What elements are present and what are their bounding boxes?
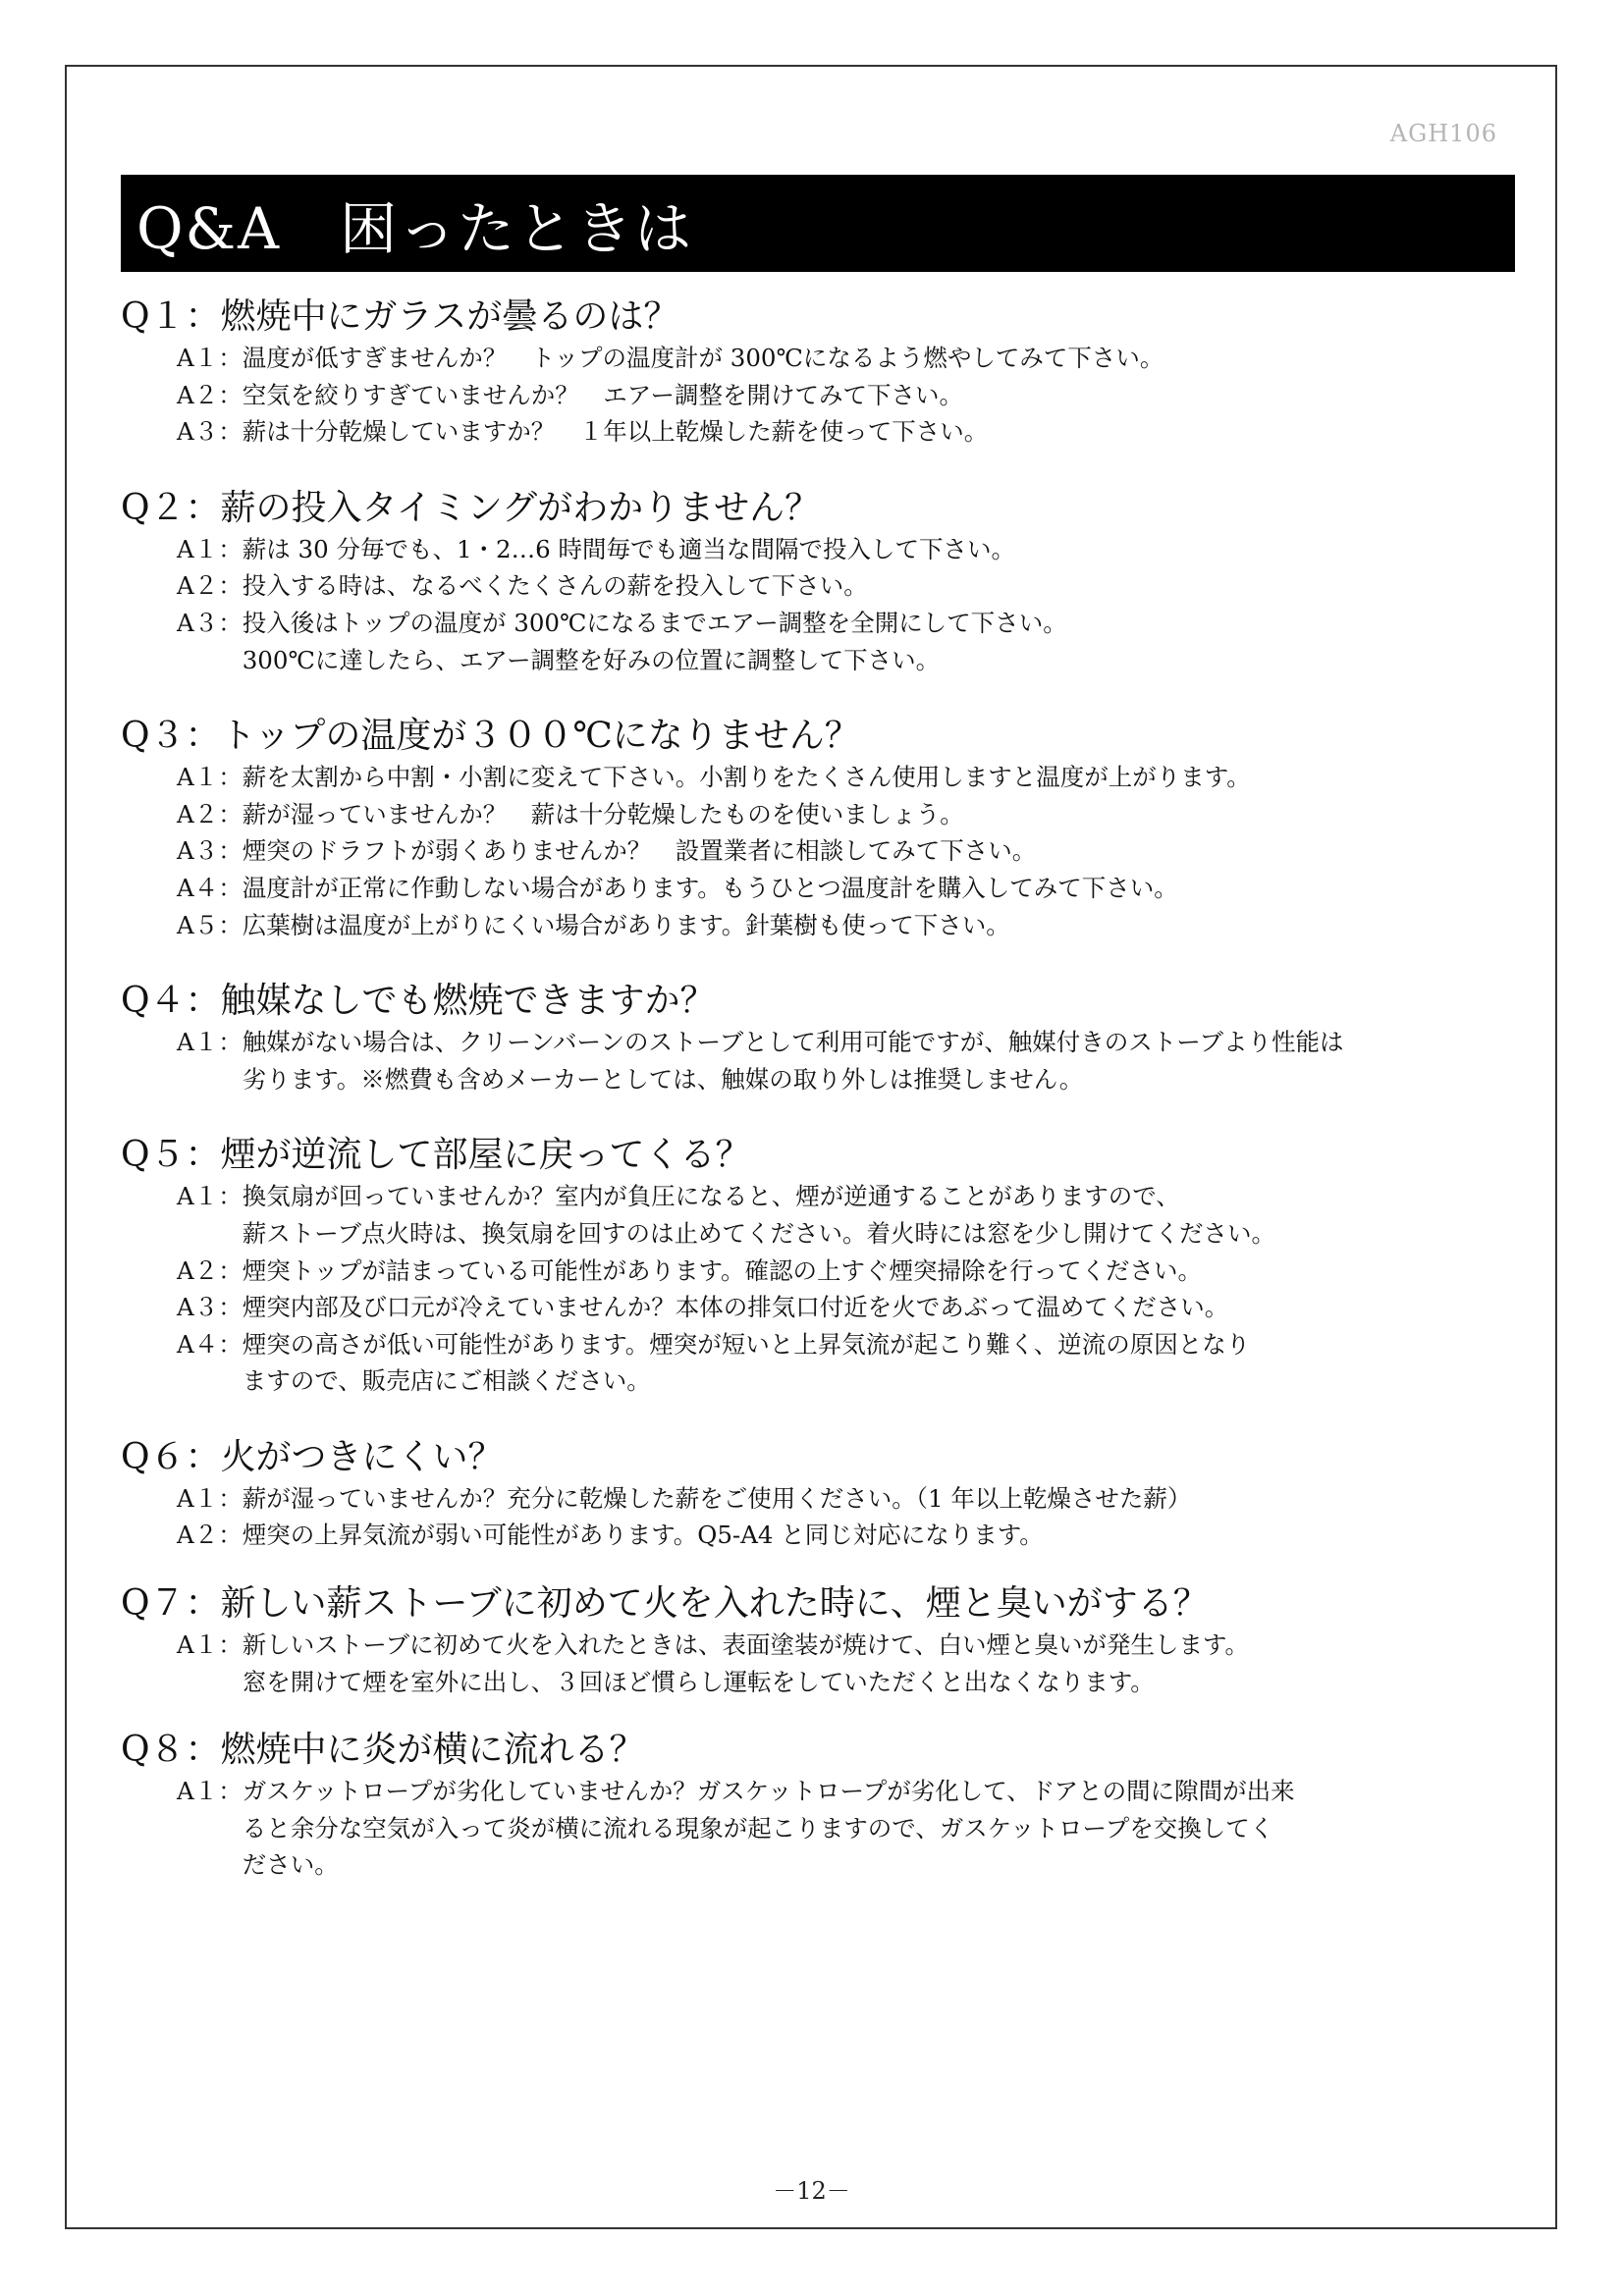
question-7: Q７：新しい薪ストーブに初めて火を入れた時に、煙と臭いがする？ [121,1583,1209,1625]
answer-3-3 [177,832,1525,870]
answer-label: A２： [177,1255,243,1285]
answer-line: 薪は 30 分毎でも、1・2…6 時間毎でも適当な間隔で投入して下さい。 [242,534,1016,563]
answer-label: A２： [177,571,243,601]
answer-label: A２： [177,1521,243,1550]
answer-line: 煙突のドラフトが弱くありませんか？ 設置業者に相談してみて下さい。 [242,836,1037,866]
answer-line: 広葉樹は温度が上がりにくい場合があります。針葉樹も使って下さい。 [242,910,1010,939]
answer-text [243,1326,1525,1400]
answer-text [243,1289,1525,1326]
answer-text [243,531,1525,568]
answer-text [243,1480,1525,1518]
answer-label: A１： [177,1028,243,1057]
question-6: Q６：火がつきにくい？ [121,1436,504,1477]
qa-block-2 [121,486,1525,678]
answer-label: A２： [177,380,243,409]
answer-6-1 [177,1480,1525,1518]
answer-7-1 [177,1627,1525,1700]
answer-label: A１： [177,344,243,372]
answer-label: A１： [177,763,243,792]
document-code: AGH106 [1389,120,1497,147]
qa-block-3 [121,714,1525,943]
qa-block-7 [121,1581,1525,1700]
answer-2-2 [177,567,1525,605]
question-8: Q８：燃焼中に炎が横に流れる？ [121,1730,645,1771]
answer-line: 薪は十分乾燥していますか？ １年以上乾燥した薪を使って下さい。 [242,417,989,447]
answer-label: A１： [177,534,243,563]
answer-text [243,1178,1525,1252]
answer-label: A１： [177,1483,243,1513]
answer-text [243,870,1525,907]
qa-block-5 [121,1133,1525,1400]
answer-text [243,832,1525,870]
answer-label: A２： [177,799,243,828]
answer-label: A３： [177,417,243,447]
page-number: －12－ [773,2177,850,2205]
answer-line: 薪が湿っていませんか？充分に乾燥した薪をご使用ください。（1 年以上乾燥させた薪） [242,1483,1192,1513]
answer-2-1 [177,531,1525,568]
qa-content [121,294,1525,1884]
answer-line: 煙突の上昇気流が弱い可能性があります。Q5-A4 と同じ対応になります。 [242,1521,1044,1550]
answer-text [243,1773,1525,1884]
answer-8-1 [177,1773,1525,1884]
answer-line: 触媒がない場合は、クリーンバーンのストーブとして利用可能ですが、触媒付きのストーブより性能は [242,1028,1344,1057]
answer-text [243,1024,1525,1097]
answer-line: 新しいストーブに初めて火を入れたときは、表面塗装が焼けて、白い煙と臭いが発生します。 [242,1630,1250,1660]
answer-line: 薪が湿っていませんか？ 薪は十分乾燥したものを使いましょう。 [242,799,964,828]
answer-label: A４： [177,873,243,902]
answer-line: 投入後はトップの温度が 300℃になるまでエアー調整を全開にして下さい。 [242,608,1067,637]
answer-5-3 [177,1289,1525,1326]
answer-line: 窓を開けて煙を室外に出し、３回ほど慣らし運転をしていただくと出なくなります。 [242,1667,1155,1696]
question-1: Q１：燃焼中にガラスが曇るのは？ [121,296,679,337]
answer-line: ださい。 [242,1850,339,1880]
answer-line: 薪ストーブ点火時は、換気扇を回すのは止めてください。着火時には窓を少し開けてください。 [242,1218,1275,1248]
answer-line: 煙突の高さが低い可能性があります。煙突が短いと上昇気流が起こり難く、逆流の原因となり [242,1329,1251,1359]
answer-line: ますので、販売店にご相談ください。 [242,1366,651,1396]
answer-line: 空気を絞りすぎていませんか？ エアー調整を開けてみて下さい。 [242,380,963,409]
answer-text [243,413,1525,451]
answer-5-1 [177,1178,1525,1252]
answer-line: 温度計が正常に作動しない場合があります。もうひとつ温度計を購入してみて下さい。 [242,873,1178,902]
answer-2-3 [177,605,1525,678]
answer-3-4 [177,870,1525,907]
answer-line: 投入する時は、なるべくたくさんの薪を投入して下さい。 [242,571,868,601]
title-banner [121,175,1515,272]
answer-line: 煙突トップが詰まっている可能性があります。確認の上すぐ煙突掃除を行ってください。 [242,1255,1203,1285]
answer-5-4 [177,1326,1525,1400]
answer-text [243,340,1525,377]
answer-label: A３： [177,1293,243,1322]
answer-1-1 [177,340,1525,377]
answer-label: A３： [177,608,243,637]
answer-3-2 [177,796,1525,833]
answer-1-2 [177,377,1525,414]
answer-label: A５： [177,910,243,939]
answer-5-2 [177,1253,1525,1290]
answer-text [243,605,1525,678]
question-2: Q２：薪の投入タイミングがわかりません？ [121,487,821,528]
answer-line: 温度が低すぎませんか？ トップの温度計が 300℃になるよう燃やしてみて下さい。 [242,344,1164,372]
answer-1-3 [177,413,1525,451]
qa-block-8 [121,1728,1525,1884]
answer-3-5 [177,907,1525,944]
answer-line: 300℃に達したら、エアー調整を好みの位置に調整して下さい。 [242,645,941,674]
answer-text [243,567,1525,605]
answer-label: A３： [177,836,243,866]
answer-6-2 [177,1517,1525,1554]
answer-text [243,796,1525,833]
answer-line: 煙突内部及び口元が冷えていませんか？本体の排気口付近を火であぶって温めてください。 [242,1293,1229,1322]
answer-line: ガスケットロープが劣化していませんか？ガスケットロープが劣化して、ドアとの間に隙間が出来 [242,1777,1295,1806]
answer-line: 劣ります。※燃費も含めメーカーとしては、触媒の取り外しは推奨しません。 [242,1064,1084,1094]
answer-label: A１： [177,1182,243,1211]
question-4: Q４：触媒なしでも燃焼できますか？ [121,981,716,1022]
answer-text [243,1517,1525,1554]
answer-3-1 [177,759,1525,796]
answer-line: 換気扇が回っていませんか？室内が負圧になると、煙が逆通することがありますので、 [242,1182,1180,1211]
answer-text [243,759,1525,796]
qa-block-6 [121,1435,1525,1554]
page-title: Q&A 困ったときは [136,194,694,262]
qa-block-1 [121,294,1525,451]
answer-text [243,1627,1525,1700]
answer-text [243,1253,1525,1290]
answer-line: ると余分な空気が入って炎が横に流れる現象が起こりますので、ガスケットロープを交換してく [242,1813,1274,1842]
question-3: Q３：トップの温度が３００℃になりません？ [121,716,860,757]
answer-label: A４： [177,1329,243,1359]
answer-text [243,907,1525,944]
answer-text [243,377,1525,414]
answer-label: A１： [177,1777,243,1806]
answer-4-1 [177,1024,1525,1097]
answer-label: A１： [177,1630,243,1660]
question-5: Q５：煙が逆流して部屋に戻ってくる？ [121,1135,751,1176]
qa-block-4 [121,979,1525,1097]
answer-line: 薪を太割から中割・小割に変えて下さい。小割りをたくさん使用しますと温度が上がります。 [242,763,1251,792]
